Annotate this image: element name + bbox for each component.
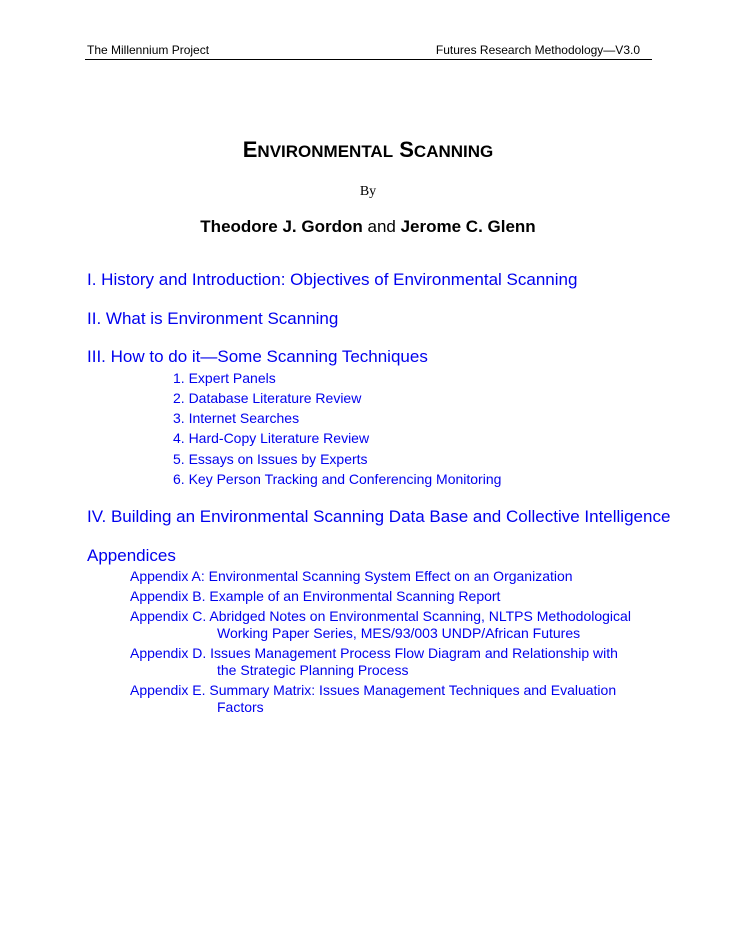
toc-appendix-c[interactable] [130, 608, 631, 642]
appendix-d-line2: the Strategic Planning Process [217, 662, 409, 678]
toc-technique-expert-panels[interactable]: 1. Expert Panels [173, 370, 276, 386]
toc-section-history[interactable]: I. History and Introduction: Objectives of Environmental Scanning [87, 270, 578, 289]
appendix-d-line1: Appendix D. Issues Management Process Flow Diagram and Relationship with [130, 645, 618, 661]
appendix-e-line2: Factors [217, 699, 264, 715]
author-glenn: Jerome C. Glenn [400, 217, 536, 236]
authors-conjunction: and [367, 217, 396, 236]
appendix-b-line1: Appendix B. Example of an Environmental Scanning Report [130, 588, 501, 604]
toc-technique-essays[interactable]: 5. Essays on Issues by Experts [173, 451, 368, 467]
toc-appendix-a[interactable] [130, 568, 573, 585]
toc-technique-key-person-tracking[interactable]: 6. Key Person Tracking and Conferencing Monitoring [173, 471, 502, 487]
toc-appendix-b[interactable] [130, 588, 500, 605]
toc-section-what-is[interactable]: II. What is Environment Scanning [87, 309, 339, 328]
title-initial-2: S [399, 137, 414, 162]
title-rest-2: CANNING [413, 142, 494, 161]
toc-technique-database-review[interactable]: 2. Database Literature Review [173, 390, 362, 406]
appendix-e-line1: Appendix E. Summary Matrix: Issues Management Techniques and Evaluation [130, 682, 617, 698]
appendix-c-line2: Working Paper Series, MES/93/003 UNDP/African Futures [217, 625, 581, 641]
toc-section-data-base[interactable]: IV. Building an Environmental Scanning Data Base and Collective Intelligence [87, 507, 671, 526]
toc-technique-internet-searches[interactable]: 3. Internet Searches [173, 410, 300, 426]
toc-appendix-e[interactable] [130, 682, 616, 716]
toc-section-how-to[interactable]: III. How to do it—Some Scanning Techniques [87, 347, 428, 366]
page-header [85, 42, 652, 60]
header-project-name: The Millennium Project [87, 43, 210, 57]
title-rest-1: NVIRONMENTAL [257, 142, 394, 161]
header-document-title: Futures Research Methodology—V3.0 [435, 43, 640, 57]
authors [0, 216, 736, 238]
toc-appendix-d[interactable] [130, 645, 618, 679]
appendix-c-line1: Appendix C. Abridged Notes on Environmental Scanning, NLTPS Methodological [130, 608, 631, 624]
title-initial-1: E [242, 137, 258, 162]
byline: By [359, 184, 377, 199]
author-gordon: Theodore J. Gordon [200, 217, 363, 236]
page-title [0, 136, 736, 166]
toc-appendices-heading[interactable]: Appendices [87, 546, 176, 565]
appendix-a-line1: Appendix A: Environmental Scanning System Effect on an Organization [130, 568, 573, 584]
toc-technique-hard-copy-review[interactable]: 4. Hard-Copy Literature Review [173, 430, 370, 446]
